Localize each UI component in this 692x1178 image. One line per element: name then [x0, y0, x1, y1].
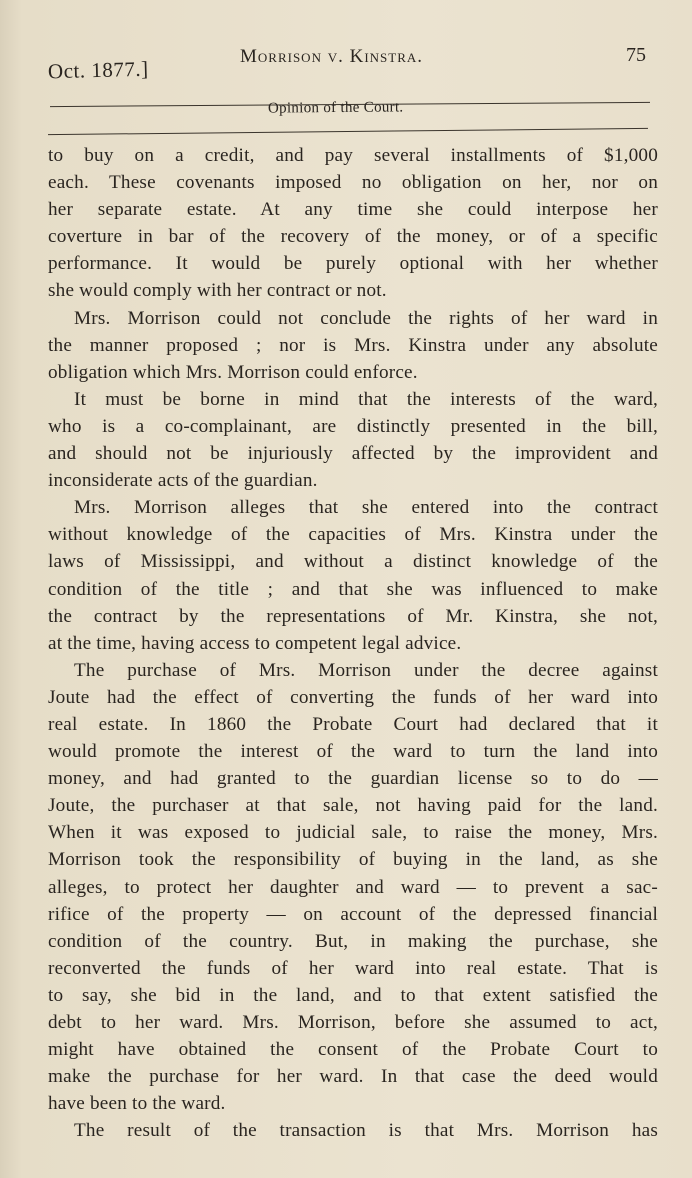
text-line: would promote the interest of the ward to turn the land into: [48, 741, 658, 763]
text-line: Morrison took the responsibility of buying in the land, as she: [48, 849, 658, 871]
text-line: performance. It would be purely optional with her whether: [48, 253, 658, 275]
opinion-body: [48, 142, 658, 1144]
text-line: Mrs. Morrison alleges that she entered into the contract: [74, 497, 658, 519]
text-line: without knowledge of the capacities of Mrs. Kinstra under the: [48, 524, 658, 546]
running-title: Morrison v. Kinstra.: [240, 46, 424, 67]
paragraph: [48, 1117, 658, 1144]
text-line: she would comply with her contract or not.: [48, 280, 387, 302]
text-line: might have obtained the consent of the Probate Court to: [48, 1039, 658, 1061]
running-header: [0, 0, 692, 100]
text-line: It must be borne in mind that the interests of the ward,: [74, 388, 658, 410]
text-line: each. These covenants imposed no obligation on her, nor on: [48, 172, 658, 194]
page-number: 75: [626, 44, 646, 66]
running-date: Oct. 1877.]: [47, 56, 149, 84]
paragraph: [48, 657, 658, 1118]
text-line: laws of Mississippi, and without a distinct knowledge of the: [48, 551, 658, 573]
text-line: alleges, to protect her daughter and ward — to prevent a sac-: [48, 876, 658, 898]
text-line: rifice of the property — on account of the depressed financial: [48, 903, 658, 925]
text-line: have been to the ward.: [48, 1093, 226, 1115]
text-line: reconverted the funds of her ward into real estate. That is: [48, 957, 658, 979]
text-line: condition of the title ; and that she was influenced to make: [48, 578, 658, 600]
text-line: to buy on a credit, and pay several installments of $1,000: [48, 145, 658, 166]
text-line: the contract by the representations of Mr. Kinstra, she not,: [48, 605, 658, 627]
text-line: at the time, having access to competent legal advice.: [48, 632, 462, 654]
section-label: Opinion of the Court.: [267, 99, 404, 117]
text-line: who is a co-complainant, are distinctly presented in the bill,: [48, 415, 658, 437]
paragraph: [48, 386, 658, 494]
text-line: obligation which Mrs. Morrison could enforce.: [48, 361, 418, 383]
text-line: money, and had granted to the guardian license so to do —: [48, 768, 658, 790]
text-line: condition of the country. But, in making the purchase, she: [48, 930, 658, 952]
text-line: Joute, the purchaser at that sale, not having paid for the land.: [48, 795, 658, 817]
text-line: inconsiderate acts of the guardian.: [48, 470, 318, 492]
paragraph: [48, 494, 658, 657]
text-line: debt to her ward. Mrs. Morrison, before she assumed to act,: [48, 1012, 658, 1033]
paragraph: [48, 305, 658, 386]
text-line: to say, she bid in the land, and to that extent satisfied the: [48, 984, 658, 1006]
text-line: make the purchase for her ward. In that case the deed would: [48, 1066, 658, 1088]
text-line: Joute had the effect of converting the funds of her ward into: [48, 686, 658, 708]
text-line: The result of the transaction is that Mrs. Morrison has: [74, 1120, 658, 1142]
header-rule-bottom: [48, 128, 648, 135]
paragraph: [48, 142, 658, 305]
text-line: and should not be injuriously affected by the improvident and: [48, 443, 658, 465]
text-line: real estate. In 1860 the Probate Court had declared that it: [48, 713, 658, 735]
text-line: the manner proposed ; nor is Mrs. Kinstra under any absolute: [48, 334, 658, 356]
text-line: When it was exposed to judicial sale, to raise the money, Mrs.: [48, 822, 658, 844]
text-line: coverture in bar of the recovery of the money, or of a specific: [48, 226, 658, 248]
text-line: her separate estate. At any time she could interpose her: [48, 199, 658, 221]
text-line: Mrs. Morrison could not conclude the rights of her ward in: [74, 307, 658, 329]
text-line: The purchase of Mrs. Morrison under the decree against: [74, 659, 658, 681]
